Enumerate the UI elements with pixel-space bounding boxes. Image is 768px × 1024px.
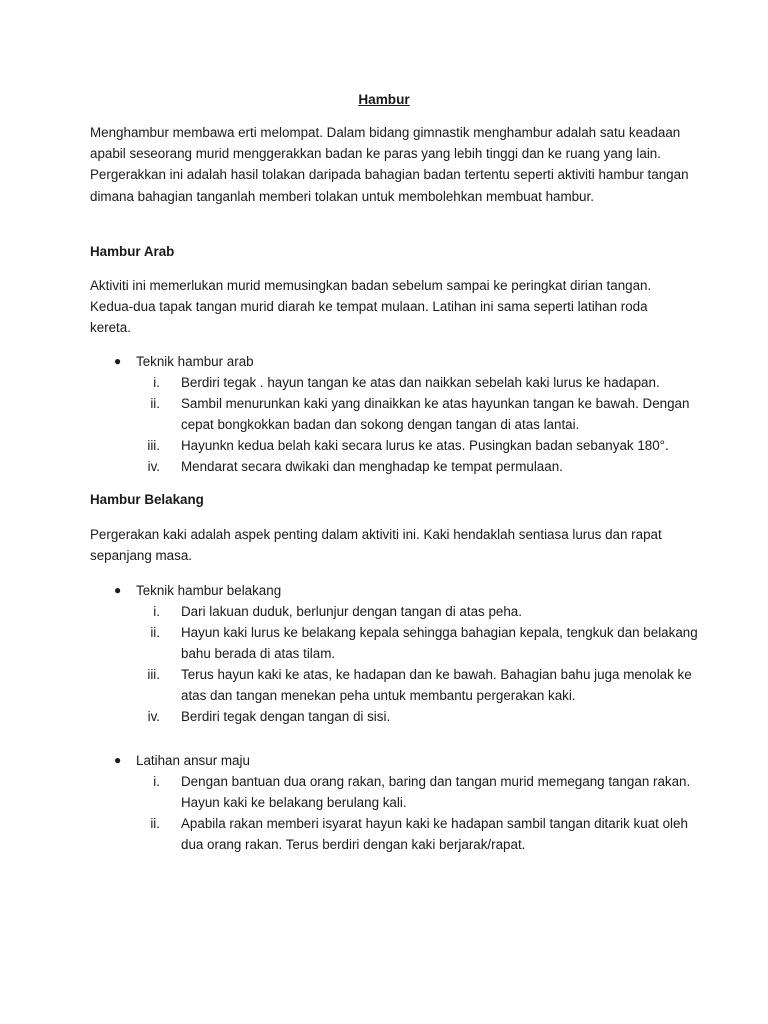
list-item-text: Hayun kaki lurus ke belakang kepala sehingga bahagian kepala, tengkuk dan belakang bahu berada di atas tilam.: [181, 625, 698, 661]
list-item-number: iv.: [147, 709, 160, 724]
list-item-number: iv.: [147, 459, 160, 474]
list-item-text: Berdiri tegak dengan tangan di sisi.: [181, 709, 391, 724]
list-item-number: i.: [153, 375, 160, 390]
bullet-label: Teknik hambur arab: [136, 354, 254, 369]
list-item-number: iii.: [147, 438, 160, 453]
bullet-icon: ●: [114, 753, 122, 767]
section-heading-hambur-arab: Hambur Arab: [90, 244, 175, 259]
intro-paragraph: Menghambur membawa erti melompat. Dalam bidang gimnastik menghambur adalah satu keadaan apabil seseorang murid menggerakkan badan ke paras yang lebih tinggi dan ke ruang yang lain. Pergerakkan ini adalah hasil tolakan daripada bahagian badan tertentu seperti aktiviti hambur tangan dimana bahagian tanganlah memberi tolakan untuk membolehkan membuat hambur.: [90, 125, 689, 204]
list-item-number: ii.: [150, 396, 160, 411]
list-item-text: Berdiri tegak . hayun tangan ke atas dan naikkan sebelah kaki lurus ke hadapan.: [181, 375, 660, 390]
bullet-label: Latihan ansur maju: [136, 753, 250, 768]
section-heading-hambur-belakang: Hambur Belakang: [90, 492, 204, 507]
page-title: Hambur: [358, 92, 410, 107]
list-item-text: Terus hayun kaki ke atas, ke hadapan dan ke bawah. Bahagian bahu juga menolak ke atas dan tangan menekan peha untuk membantu pergerakan kaki.: [181, 667, 692, 703]
bullet-icon: ●: [114, 354, 122, 368]
list-item-number: i.: [153, 774, 160, 789]
list-item-text: Hayunkn kedua belah kaki secara lurus ke atas. Pusingkan badan sebanyak 180°.: [181, 438, 669, 453]
list-item-number: ii.: [150, 816, 160, 831]
list-item-number: ii.: [150, 625, 160, 640]
list-item-text: Apabila rakan memberi isyarat hayun kaki ke hadapan sambil tangan ditarik kuat oleh dua orang rakan. Terus berdiri dengan kaki berjarak/rapat.: [181, 816, 688, 852]
bullet-icon: ●: [114, 583, 122, 597]
list-item-number: i.: [153, 604, 160, 619]
section-text-hambur-arab: Aktiviti ini memerlukan murid memusingkan badan sebelum sampai ke peringkat dirian tangan. Kedua-dua tapak tangan murid diarah ke tempat mulaan. Latihan ini sama seperti latihan roda kereta.: [90, 278, 652, 336]
list-item-text: Dari lakuan duduk, berlunjur dengan tangan di atas peha.: [181, 604, 522, 619]
list-item-number: iii.: [147, 667, 160, 682]
list-item-text: Sambil menurunkan kaki yang dinaikkan ke atas hayunkan tangan ke bawah. Dengan cepat bongkokkan badan dan sokong dengan tangan di atas lantai.: [181, 396, 690, 432]
list-item-text: Mendarat secara dwikaki dan menghadap ke tempat permulaan.: [181, 459, 563, 474]
bullet-label: Teknik hambur belakang: [136, 583, 282, 598]
list-item-text: Dengan bantuan dua orang rakan, baring dan tangan murid memegang tangan rakan. Hayun kaki ke belakang berulang kali.: [181, 774, 691, 810]
section-text-hambur-belakang: Pergerakan kaki adalah aspek penting dalam aktiviti ini. Kaki hendaklah sentiasa lurus dan rapat sepanjang masa.: [90, 527, 662, 564]
